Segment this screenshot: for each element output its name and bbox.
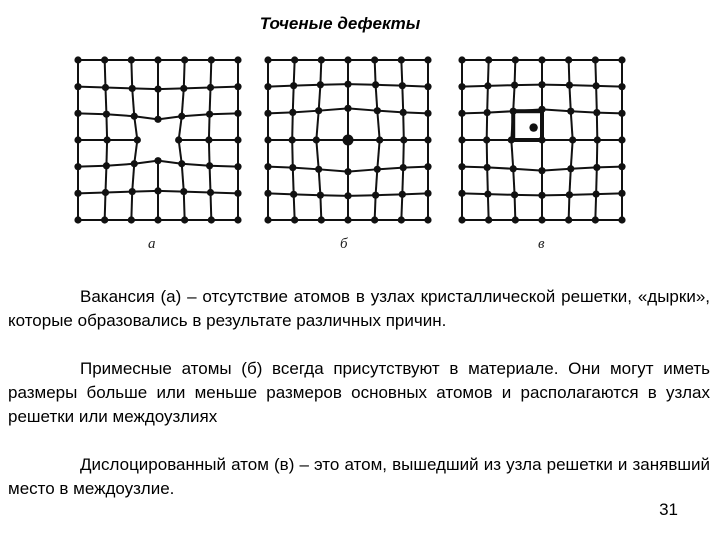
paragraph-impurity [8, 357, 710, 429]
lattice-bond [571, 167, 597, 168]
lattice-atom [593, 109, 600, 116]
lattice-atom [510, 165, 517, 172]
lattice-atom [264, 190, 271, 197]
lattice-atom [344, 56, 351, 63]
lattice-bond [403, 112, 404, 140]
lattice-atom [128, 216, 135, 223]
lattice-atom [181, 56, 188, 63]
lattice-bond [268, 167, 293, 168]
lattice-bond [268, 86, 294, 87]
lattice-bond [348, 195, 376, 196]
lattice-bond [348, 108, 377, 110]
lattice-bond [487, 111, 513, 112]
lattice-atom [538, 216, 545, 223]
lattice-atom [181, 216, 188, 223]
lattice-bond [316, 140, 318, 169]
lattice-bond [211, 193, 238, 194]
lattice-atom [618, 56, 625, 63]
lattice-atom [104, 136, 111, 143]
lattice-bond [132, 191, 158, 192]
lattice-bond [401, 194, 402, 220]
lattice-bond [488, 85, 515, 86]
lattice-atom [291, 216, 298, 223]
lattice-bond [209, 140, 210, 166]
lattice-bond [571, 111, 573, 140]
lattice-bond [377, 168, 403, 170]
lattice-bond [487, 167, 513, 168]
lattice-atom [458, 190, 465, 197]
lattice-atom [398, 216, 405, 223]
lattice-atom [344, 81, 351, 88]
lattice-bond [132, 88, 134, 116]
lattice-bond [319, 85, 321, 111]
lattice-atom [129, 85, 136, 92]
lattice-bond [210, 166, 211, 193]
lattice-bond [184, 87, 211, 88]
lattice-bond [184, 60, 185, 88]
lattice-bond [182, 88, 184, 116]
lattice-atom [154, 116, 161, 123]
lattice-atom [74, 163, 81, 170]
lattice-atom [399, 191, 406, 198]
lattice-atom [154, 157, 161, 164]
lattice-atom [234, 136, 241, 143]
lattice-atom [206, 111, 213, 118]
lattice-atom [511, 82, 518, 89]
lattice-atom [372, 192, 379, 199]
lattice-bond [569, 194, 596, 195]
lattice-bond [462, 193, 488, 194]
lattice-atom [264, 136, 271, 143]
figure-label-v: в [538, 236, 545, 252]
lattice-bond [105, 87, 132, 88]
lattice-atom [234, 163, 241, 170]
lattice-atom [371, 56, 378, 63]
lattice-bond [106, 140, 107, 166]
lattice-atom [376, 136, 383, 143]
lattice-atom [264, 83, 271, 90]
lattice-atom [103, 111, 110, 118]
lattice-atom [74, 136, 81, 143]
lattice-bond [320, 195, 321, 220]
lattice-bond [515, 60, 516, 85]
lattice-atom [317, 81, 324, 88]
lattice-bond [462, 167, 487, 168]
lattice-bond [268, 112, 293, 113]
lattice-bond [402, 86, 428, 87]
lattice-bond [542, 169, 571, 171]
lattice-bond [403, 112, 428, 113]
lattice-bond [375, 195, 376, 220]
lattice-atom [538, 167, 545, 174]
lattice-atom [264, 110, 271, 117]
lattice-bond [571, 140, 573, 169]
interstitial-atom [529, 123, 537, 131]
lattice-atom [234, 216, 241, 223]
lattice-atom [458, 110, 465, 117]
lattice-atom [458, 163, 465, 170]
lattice-bond [105, 193, 106, 220]
lattice-atom [102, 84, 109, 91]
lattice-bond [511, 140, 513, 169]
lattice-bond [294, 85, 321, 86]
lattice-atom [567, 165, 574, 172]
lattice-bond [596, 167, 597, 194]
lattice-atom [74, 190, 81, 197]
lattice-bond [294, 60, 295, 86]
lattice-bond [319, 169, 321, 195]
lattice-bond [376, 85, 403, 86]
lattice-bond [597, 167, 622, 168]
lattice-bond [595, 60, 596, 86]
lattice-atom [374, 166, 381, 173]
lattice-atom [101, 56, 108, 63]
lattice-atom [398, 56, 405, 63]
lattice-atom [154, 86, 161, 93]
lattice-bond [402, 193, 428, 194]
lattice-atom [343, 135, 354, 146]
lattice-bond [78, 87, 105, 88]
lattice-atom [566, 82, 573, 89]
lattice-atom [484, 164, 491, 171]
lattice-bond [377, 111, 379, 140]
lattice-bond [131, 60, 132, 88]
lattice-bond [569, 85, 596, 86]
lattice-atom [234, 83, 241, 90]
lattice-bond [462, 113, 487, 114]
lattice-defects-figure [0, 50, 720, 265]
lattice-atom [344, 216, 351, 223]
lattice-bond [513, 85, 514, 111]
lattice-atom [291, 56, 298, 63]
lattice-bond [569, 169, 570, 195]
lattice-atom [400, 136, 407, 143]
lattice-atom [74, 83, 81, 90]
lattice-atom [484, 109, 491, 116]
lattice-atom [424, 56, 431, 63]
lattice-bond [597, 113, 622, 114]
lattice-atom [290, 82, 297, 89]
lattice-atom [318, 216, 325, 223]
lattice-bond [292, 140, 293, 168]
lattice-atom [234, 56, 241, 63]
lattice-bond [319, 169, 348, 171]
lattice-bond [487, 86, 488, 113]
lattice-bond [569, 195, 570, 220]
lattice-atom [593, 164, 600, 171]
lattice-bond [488, 194, 489, 220]
lattice-bond [78, 113, 106, 114]
lattice-bond [376, 85, 378, 111]
lattice-atom [207, 189, 214, 196]
lattice-bond [293, 168, 319, 170]
interstitial-cell [513, 111, 542, 140]
lattice-atom [618, 163, 625, 170]
lattice-atom [618, 110, 625, 117]
lattice-bond [542, 109, 571, 111]
lattice-bond [377, 140, 379, 169]
lattice-bond [488, 194, 515, 195]
lattice-atom [569, 136, 576, 143]
lattice-atom [102, 189, 109, 196]
lattice-atom [128, 56, 135, 63]
lattice-bond [210, 166, 238, 167]
lattice-atom [129, 188, 136, 195]
lattice-atom [512, 216, 519, 223]
lattice-atom [512, 56, 519, 63]
lattice-atom [508, 136, 515, 143]
lattice-atom [538, 136, 545, 143]
lattice-bond [78, 193, 105, 194]
lattice-bond [211, 87, 238, 88]
lattice-atom [344, 192, 351, 199]
lattice-bond [595, 194, 596, 220]
lattice-bond [268, 193, 294, 194]
lattice-bond [596, 86, 622, 87]
lattice-atom [208, 56, 215, 63]
lattice-bond [293, 111, 319, 113]
lattice-atom [484, 191, 491, 198]
lattice-atom [134, 136, 141, 143]
lattice-bond [569, 85, 570, 111]
lattice-atom [205, 136, 212, 143]
lattice-atom [424, 216, 431, 223]
lattice-atom [103, 162, 110, 169]
lattice-bond [158, 88, 184, 89]
figure-label-a: а [148, 236, 156, 252]
lattice-atom [74, 110, 81, 117]
page-number: 31 [659, 500, 678, 519]
lattice-atom [538, 56, 545, 63]
lattice-atom [458, 56, 465, 63]
lattice-atom [458, 216, 465, 223]
lattice-atom [131, 160, 138, 167]
lattice-atom [234, 110, 241, 117]
lattice-atom [458, 83, 465, 90]
lattice-bond [132, 88, 158, 89]
lattice-bond [105, 166, 106, 193]
lattice-bond [294, 194, 321, 195]
lattice-atom [399, 82, 406, 89]
lattice-atom [374, 107, 381, 114]
lattice-atom [289, 164, 296, 171]
lattice-atom [317, 192, 324, 199]
lattice-atom [318, 56, 325, 63]
lattice-bond [131, 192, 132, 220]
lattice-bond [320, 60, 321, 85]
lattice-bond [571, 111, 597, 112]
lattice-bond [487, 167, 488, 194]
lattice-panel-1 [74, 56, 241, 223]
figure-label-b: б [340, 236, 348, 252]
lattice-bond [319, 108, 348, 110]
lattice-atom [264, 163, 271, 170]
lattice-atom [101, 216, 108, 223]
lattice-bond [488, 60, 489, 86]
lattice-bond [211, 193, 212, 220]
lattice-bond [403, 167, 428, 168]
lattice-bond [513, 169, 542, 171]
lattice-atom [315, 107, 322, 114]
lattice-bond [569, 60, 570, 85]
lattice-bond [293, 168, 294, 195]
lattice-bond [182, 164, 184, 192]
lattice-atom [511, 191, 518, 198]
lattice-bond [320, 84, 348, 85]
lattice-atom [154, 216, 161, 223]
lattice-atom [485, 216, 492, 223]
lattice-bond [292, 112, 293, 140]
lattice-atom [618, 83, 625, 90]
paragraph-vacancy-text: Вакансия (а) – отсутствие атомов в узлах кристаллической решетки, «дырки», которые образовались в результате различных причин. [8, 287, 710, 330]
lattice-atom [567, 108, 574, 115]
lattice-bond [105, 60, 106, 87]
lattice-bond [376, 194, 403, 195]
lattice-atom [344, 168, 351, 175]
lattice-bond [293, 86, 294, 113]
paragraph-dislocated-text: Дислоцированный атом (в) – это атом, вышедший из узла решетки и занявший место в междоузлие. [8, 455, 710, 498]
lattice-atom [178, 160, 185, 167]
lattice-atom [180, 85, 187, 92]
lattice-bond [348, 169, 377, 171]
lattice-atom [592, 56, 599, 63]
lattice-bond [403, 140, 404, 168]
lattice-atom [400, 109, 407, 116]
lattice-atom [424, 83, 431, 90]
paragraph-dislocated [8, 453, 710, 501]
lattice-atom [154, 187, 161, 194]
lattice-bond [211, 60, 212, 87]
lattice-atom [618, 190, 625, 197]
lattice-panel-2 [264, 56, 431, 223]
lattice-bond [105, 192, 132, 193]
lattice-atom [565, 56, 572, 63]
page-title: Точеные дефекты [259, 14, 421, 33]
lattice-atom [208, 216, 215, 223]
lattice-atom [538, 81, 545, 88]
lattice-atom [618, 136, 625, 143]
lattice-bond [401, 60, 402, 86]
lattice-atom [264, 216, 271, 223]
lattice-atom [538, 192, 545, 199]
lattice-atom [313, 136, 320, 143]
lattice-atom [371, 216, 378, 223]
lattice-bond [376, 169, 378, 195]
lattice-atom [424, 190, 431, 197]
lattice-bond [320, 195, 348, 196]
lattice-bond [348, 84, 376, 85]
lattice-atom [424, 110, 431, 117]
lattice-atom [618, 216, 625, 223]
lattice-atom [178, 113, 185, 120]
lattice-diagram [0, 50, 720, 265]
lattice-atom [594, 136, 601, 143]
lattice-atom [458, 136, 465, 143]
lattice-panel-3 [458, 56, 625, 223]
lattice-bond [210, 87, 211, 114]
lattice-atom [74, 216, 81, 223]
lattice-atom [484, 82, 491, 89]
lattice-bond [182, 164, 210, 166]
lattice-atom [289, 136, 296, 143]
lattice-atom [483, 136, 490, 143]
paragraph-vacancy [8, 285, 710, 333]
lattice-atom [290, 191, 297, 198]
lattice-bond [182, 114, 210, 116]
lattice-atom [207, 84, 214, 91]
lattice-atom [289, 109, 296, 116]
lattice-bond [210, 113, 238, 114]
lattice-atom [510, 108, 517, 115]
lattice-bond [377, 111, 403, 113]
lattice-bond [106, 164, 134, 166]
lattice-bond [596, 86, 597, 113]
lattice-bond [106, 114, 107, 140]
lattice-atom [400, 164, 407, 171]
lattice-atom [180, 188, 187, 195]
lattice-atom [264, 56, 271, 63]
lattice-atom [424, 163, 431, 170]
lattice-bond [184, 192, 185, 220]
lattice-bond [462, 86, 488, 87]
lattice-bond [513, 169, 514, 195]
lattice-bond [375, 60, 376, 85]
lattice-atom [565, 216, 572, 223]
lattice-atom [131, 113, 138, 120]
lattice-atom [485, 56, 492, 63]
lattice-bond [158, 191, 184, 192]
lattice-atom [593, 191, 600, 198]
lattice-atom [154, 56, 161, 63]
lattice-atom [424, 136, 431, 143]
lattice-bond [106, 114, 134, 116]
lattice-bond [596, 193, 622, 194]
lattice-atom [234, 190, 241, 197]
lattice-bond [316, 111, 318, 140]
lattice-atom [175, 136, 182, 143]
lattice-bond [402, 168, 403, 195]
lattice-atom [74, 56, 81, 63]
lattice-bond [132, 164, 134, 192]
lattice-atom [593, 82, 600, 89]
lattice-atom [372, 81, 379, 88]
lattice-atom [344, 105, 351, 112]
lattice-bond [184, 192, 211, 193]
lattice-bond [209, 114, 210, 140]
lattice-atom [206, 162, 213, 169]
paragraph-impurity-text: Примесные атомы (б) всегда присутствуют в материале. Они могут иметь размеры больше или меньше размеров основных атомов и располагаются в узлах решетки или междоузлиях [8, 359, 710, 426]
lattice-atom [592, 216, 599, 223]
lattice-bond [294, 194, 295, 220]
lattice-bond [515, 195, 516, 220]
lattice-bond [402, 86, 403, 113]
lattice-atom [315, 166, 322, 173]
lattice-bond [105, 87, 106, 114]
lattice-atom [566, 191, 573, 198]
lattice-bond [78, 166, 106, 167]
lattice-atom [538, 106, 545, 113]
